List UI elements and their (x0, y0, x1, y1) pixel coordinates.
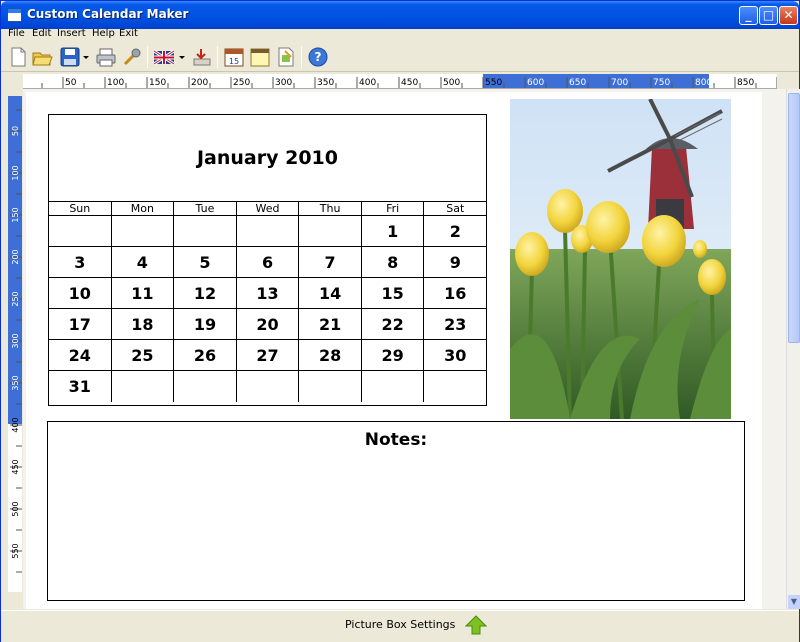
dropdown-arrow-icon (81, 46, 91, 68)
calendar-day-cell[interactable] (174, 216, 237, 246)
maximize-icon: □ (762, 8, 775, 22)
calendar-day-cell[interactable]: 8 (362, 247, 425, 277)
ruler-label: 150 (11, 207, 20, 223)
ruler-label: 450 (401, 78, 419, 88)
ruler-label: 400 (359, 78, 377, 88)
maximize-button[interactable] (759, 6, 778, 25)
calendar-day-cell[interactable]: 1 (362, 216, 425, 246)
ruler-label: 350 (11, 375, 20, 391)
weekday-header: Sun (49, 202, 112, 216)
weekday-header: Mon (112, 202, 175, 216)
ruler-label: 800 (695, 78, 713, 88)
calendar-day-cell[interactable]: 4 (112, 247, 175, 277)
calendar-week-row (49, 371, 486, 402)
vertical-scrollbar-thumb[interactable] (788, 93, 800, 343)
calendar-day-cell[interactable] (237, 371, 300, 402)
save-button[interactable] (59, 46, 81, 68)
calendar-week-row (49, 247, 486, 278)
calendar-week-row (49, 309, 486, 340)
picture-box-settings-button[interactable] (465, 614, 487, 636)
menu-bar (1, 29, 799, 41)
horizontal-ruler (23, 74, 777, 89)
edit-image-icon (275, 46, 297, 68)
design-canvas[interactable] (23, 89, 786, 609)
weekday-header: Thu (299, 202, 362, 216)
weekday-header: Wed (237, 202, 300, 216)
calendar-icon (223, 46, 245, 68)
ruler-label: 600 (527, 78, 545, 88)
print-icon (95, 46, 117, 68)
ruler-label: 150 (149, 78, 167, 88)
language-dropdown[interactable] (177, 46, 187, 68)
uk-flag-icon (153, 46, 175, 68)
menu-exit[interactable]: Exit (119, 28, 138, 39)
toolbar-separator (147, 46, 148, 68)
vertical-ruler-scale (8, 96, 22, 592)
calendar-week-row (49, 216, 486, 247)
calendar-day-cell[interactable]: 3 (49, 247, 112, 277)
calendar-day-cell[interactable]: 29 (362, 340, 425, 370)
ruler-label: 700 (611, 78, 629, 88)
ruler-label: 550 (485, 78, 503, 88)
vertical-scrollbar[interactable] (786, 89, 800, 609)
ruler-label: 350 (317, 78, 335, 88)
ruler-label: 400 (11, 417, 20, 433)
ruler-label: 200 (191, 78, 209, 88)
window-title: Custom Calendar Maker (27, 7, 189, 21)
weekday-header: Sat (424, 202, 486, 216)
vertical-ruler (8, 96, 22, 592)
picture-box-settings-label[interactable]: Picture Box Settings (345, 618, 456, 631)
svg-text:15: 15 (228, 57, 240, 66)
tools-icon (121, 46, 143, 68)
status-bar (1, 610, 799, 642)
language-button[interactable] (153, 46, 175, 68)
calendar-day-cell[interactable]: 23 (444, 315, 467, 334)
help-button[interactable] (307, 46, 329, 68)
weekday-header: Fri (362, 202, 425, 216)
svg-text:?: ? (314, 50, 322, 64)
calendar-week-row (49, 340, 486, 371)
print-button[interactable] (95, 46, 117, 68)
new-file-button[interactable] (7, 46, 29, 68)
weekday-header: Tue (174, 202, 237, 216)
calendar-day-cell[interactable]: 12 (174, 278, 237, 308)
calendar-day-cell[interactable]: 27 (237, 340, 300, 370)
ruler-label: 100 (11, 165, 20, 181)
menu-insert[interactable]: Insert (57, 28, 86, 39)
calendar-day-cell[interactable] (112, 216, 175, 246)
calendar-day-cell[interactable]: 17 (49, 309, 112, 339)
ruler-label: 200 (11, 249, 20, 265)
import-button[interactable] (191, 46, 213, 68)
ruler-label: 50 (65, 78, 77, 88)
up-arrow-icon (465, 614, 487, 636)
calendar-page[interactable] (26, 92, 762, 609)
calendar-day-cell[interactable]: 21 (299, 309, 362, 339)
calendar-day-cell[interactable]: 18 (112, 309, 175, 339)
tulips-windmill-photo (510, 99, 731, 419)
calendar-day-cell[interactable] (237, 216, 300, 246)
calendar-day-cell[interactable] (174, 371, 237, 402)
ruler-label: 650 (569, 78, 587, 88)
toolbar-separator (217, 46, 218, 68)
calendar-day-cell[interactable]: 7 (299, 247, 362, 277)
calendar-day-cell[interactable]: 10 (49, 278, 112, 308)
new-file-icon (7, 46, 29, 68)
save-icon (59, 46, 81, 68)
picture-box[interactable] (510, 99, 731, 419)
ruler-label: 250 (233, 78, 251, 88)
app-icon (7, 8, 22, 22)
menu-edit[interactable]: Edit (32, 28, 52, 39)
calendar-day-cell[interactable] (299, 216, 362, 246)
toolbar-separator (301, 46, 302, 68)
save-dropdown[interactable] (81, 46, 91, 68)
ruler-label: 300 (275, 78, 293, 88)
ruler-label: 500 (11, 501, 20, 517)
calendar-day-cell[interactable]: 14 (299, 278, 362, 308)
ruler-label: 300 (11, 333, 20, 349)
ruler-label: 550 (11, 543, 20, 559)
ruler-label: 100 (107, 78, 125, 88)
calendar-day-cell[interactable]: 28 (299, 340, 362, 370)
calendar-day-cell[interactable]: 11 (112, 278, 175, 308)
calendar-day-cell[interactable]: 6 (237, 247, 300, 277)
help-icon (307, 46, 329, 68)
toolbar (1, 42, 799, 72)
calendar-day-cell[interactable]: 5 (174, 247, 237, 277)
calendar-button[interactable] (223, 46, 245, 68)
ruler-label: 450 (11, 459, 20, 475)
notes-box[interactable] (47, 421, 745, 601)
calendar-day-cell[interactable] (424, 371, 486, 402)
calendar-grid[interactable] (48, 114, 487, 406)
close-icon: ✕ (783, 8, 794, 22)
scroll-down-arrow-icon[interactable]: ▼ (788, 595, 800, 609)
calendar-week-row (49, 278, 486, 309)
dropdown-arrow-icon (177, 46, 187, 68)
calendar-day-cell[interactable] (299, 371, 362, 402)
ruler-label: 250 (11, 291, 20, 307)
calendar-day-cell[interactable]: 16 (444, 284, 467, 303)
notes-button[interactable] (249, 46, 271, 68)
calendar-day-cell[interactable] (112, 371, 175, 402)
calendar-day-cell[interactable]: 31 (49, 371, 112, 402)
calendar-day-cell[interactable]: 22 (362, 309, 425, 339)
open-folder-icon (31, 46, 53, 68)
menu-file[interactable]: File (8, 28, 25, 39)
calendar-day-cell[interactable]: 13 (237, 278, 300, 308)
weekday-header-row (49, 202, 486, 216)
minimize-button[interactable] (739, 6, 758, 25)
calendar-day-cell[interactable]: 2 (449, 222, 461, 241)
title-bar[interactable] (1, 1, 799, 29)
calendar-day-cell[interactable]: 9 (449, 253, 461, 272)
calendar-day-cell[interactable]: 26 (174, 340, 237, 370)
ruler-label: 500 (443, 78, 461, 88)
ruler-label: 750 (653, 78, 671, 88)
calendar-title[interactable]: January 2010 (49, 115, 486, 202)
import-icon (191, 46, 213, 68)
ruler-selection-highlight (483, 74, 709, 89)
horizontal-ruler-scale (23, 74, 777, 89)
open-button[interactable] (31, 46, 53, 68)
minimize-icon: _ (745, 8, 752, 22)
menu-help[interactable]: Help (92, 28, 115, 39)
calendar-day-cell[interactable]: 15 (362, 278, 425, 308)
calendar-day-cell[interactable]: 19 (174, 309, 237, 339)
calendar-weeks (49, 216, 486, 402)
ruler-label: 850 (737, 78, 755, 88)
edit-image-button[interactable] (275, 46, 297, 68)
calendar-day-cell[interactable]: 20 (237, 309, 300, 339)
ruler-label: 50 (11, 125, 20, 137)
calendar-day-cell[interactable]: 24 (49, 340, 112, 370)
calendar-day-cell[interactable] (49, 216, 112, 246)
calendar-day-cell[interactable]: 30 (444, 346, 467, 365)
tools-button[interactable] (121, 46, 143, 68)
notes-icon (249, 46, 271, 68)
notes-title[interactable]: Notes: (364, 430, 428, 450)
calendar-day-cell[interactable] (362, 371, 425, 402)
calendar-day-cell[interactable]: 25 (112, 340, 175, 370)
close-button[interactable] (779, 6, 798, 25)
